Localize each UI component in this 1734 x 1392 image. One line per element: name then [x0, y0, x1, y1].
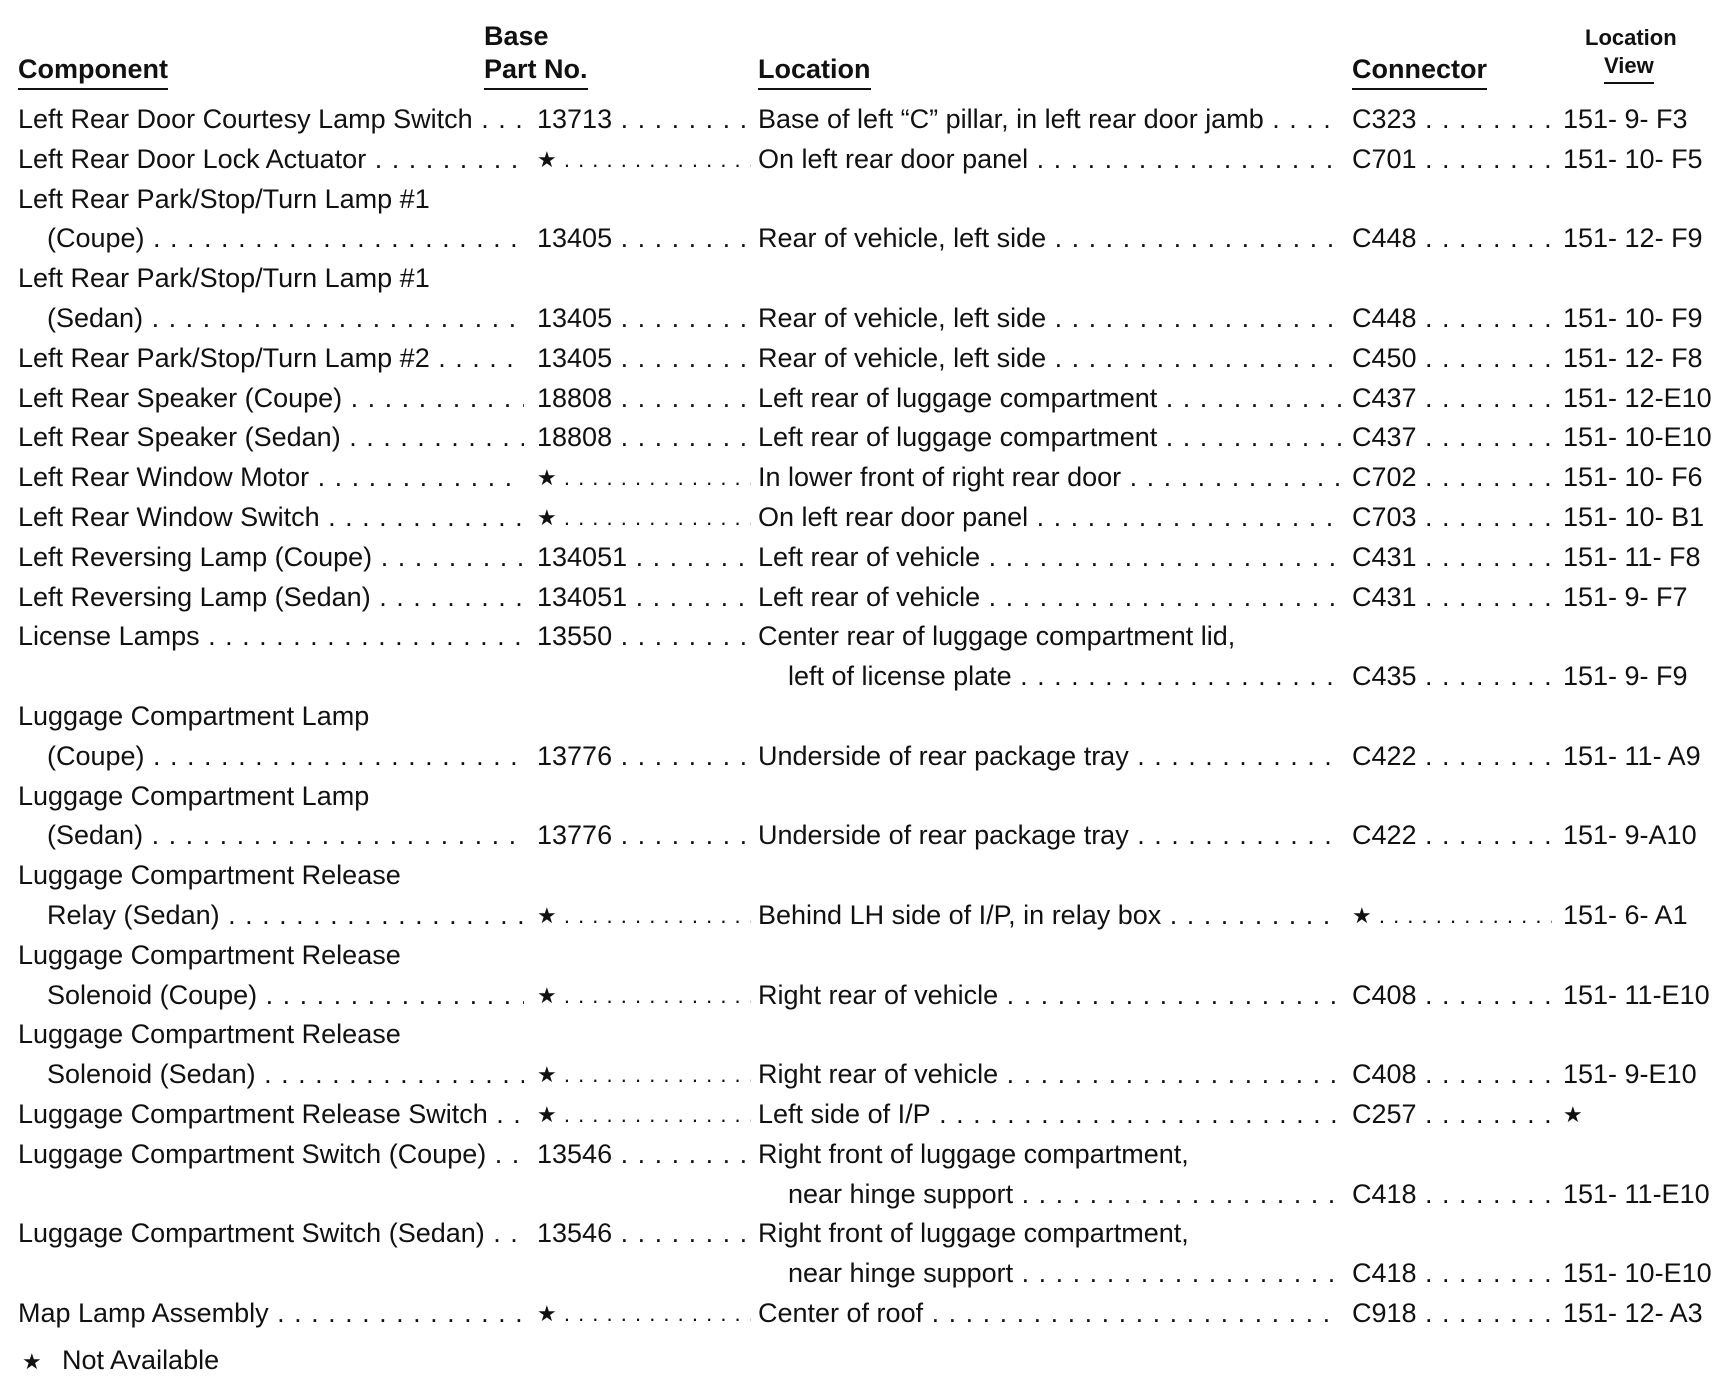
connector-cell: C257 . . . — [1352, 1095, 1552, 1135]
location-view-cell: 151- 10- F6 — [1563, 462, 1703, 493]
connector-cell: C431 . . . — [1352, 578, 1552, 618]
header-location: Location — [758, 52, 871, 90]
table-row — [0, 1254, 1734, 1294]
footnote — [22, 1342, 219, 1380]
location-cell: Center rear of luggage compartment lid, — [758, 621, 1236, 652]
part-number-cell: 18808 . . . — [537, 418, 751, 458]
table-row — [0, 816, 1734, 856]
part-number-cell: 13546 . . . — [537, 1135, 751, 1175]
connector-cell: C703 . . . — [1352, 498, 1552, 538]
part-number-cell: ★ . . . — [537, 1294, 751, 1334]
part-number-cell: ★ . . . — [537, 1095, 751, 1135]
location-cell: left of license plate . . . — [788, 657, 1341, 697]
location-view-cell: 151- 11- F8 — [1563, 541, 1701, 572]
header-view-line1: Location — [1585, 25, 1677, 50]
header-connector: Connector — [1352, 52, 1487, 90]
table-row — [0, 936, 1734, 976]
component-cell: Luggage Compartment Release Switch . . . — [18, 1095, 524, 1135]
location-cell: Right rear of vehicle . . . — [758, 976, 1341, 1016]
location-cell: Right front of luggage compartment, — [758, 1218, 1189, 1249]
component-cell: Solenoid (Sedan) . . . — [47, 1055, 524, 1095]
component-cell: Left Rear Speaker (Sedan) . . . — [18, 418, 524, 458]
star-icon: ★ — [22, 1349, 42, 1374]
component-cell: Left Rear Park/Stop/Turn Lamp #1 — [18, 183, 430, 214]
location-view-cell: 151- 9- F7 — [1563, 581, 1688, 612]
location-cell: Left side of I/P . . . — [758, 1095, 1341, 1135]
location-cell: Right rear of vehicle . . . — [758, 1055, 1341, 1095]
location-view-cell: 151- 10-E10 — [1563, 1258, 1712, 1289]
location-view-cell: 151- 9-E10 — [1563, 1059, 1697, 1090]
table-row — [0, 418, 1734, 458]
location-view-cell: 151- 10-E10 — [1563, 422, 1712, 453]
location-cell: Rear of vehicle, left side . . . — [758, 219, 1341, 259]
header-view-line2: View — [1604, 52, 1654, 84]
connector-cell: ★ . . . — [1352, 896, 1552, 936]
table-row — [0, 458, 1734, 498]
table-row — [0, 657, 1734, 697]
location-cell: Behind LH side of I/P, in relay box . . . — [758, 896, 1341, 936]
location-view-cell: 151- 10- F9 — [1563, 302, 1703, 333]
table-row — [0, 538, 1734, 578]
component-cell: Luggage Compartment Switch (Sedan) . . . — [18, 1214, 524, 1254]
table-row — [0, 1055, 1734, 1095]
component-cell: Left Rear Park/Stop/Turn Lamp #1 — [18, 263, 430, 294]
component-cell: (Sedan) . . . — [47, 299, 524, 339]
table-header — [0, 18, 1734, 98]
connector-cell: C450 . . . — [1352, 339, 1552, 379]
location-view-cell: 151- 12-E10 — [1563, 382, 1712, 413]
location-cell: In lower front of right rear door . . . — [758, 458, 1341, 498]
connector-cell: C418 . . . — [1352, 1254, 1552, 1294]
header-part-line2: Part No. — [484, 52, 588, 90]
table-row — [0, 100, 1734, 140]
table-row — [0, 1135, 1734, 1175]
header-component: Component — [18, 52, 168, 90]
component-cell: Luggage Compartment Release — [18, 1019, 401, 1050]
connector-cell: C702 . . . — [1352, 458, 1552, 498]
part-number-cell: ★ . . . — [537, 976, 751, 1016]
location-cell: Rear of vehicle, left side . . . — [758, 339, 1341, 379]
connector-cell: C435 . . . — [1352, 657, 1552, 697]
component-cell: Left Reversing Lamp (Sedan) . . . — [18, 578, 524, 618]
table-row — [0, 259, 1734, 299]
connector-cell: C422 . . . — [1352, 816, 1552, 856]
connector-cell: C431 . . . — [1352, 538, 1552, 578]
location-view-cell: 151- 9- F3 — [1563, 104, 1688, 134]
table-row — [0, 856, 1734, 896]
location-view-cell: 151- 6- A1 — [1563, 899, 1688, 930]
table-row — [0, 379, 1734, 419]
location-view-cell: 151- 12- F8 — [1563, 342, 1703, 373]
table-row — [0, 140, 1734, 180]
location-view-cell: ★ — [1563, 1101, 1583, 1127]
part-number-cell: 13405 . . . — [537, 219, 751, 259]
connector-cell: C701 . . . — [1352, 140, 1552, 180]
part-number-cell: 13405 . . . — [537, 339, 751, 379]
location-view-cell: 151- 9-A10 — [1563, 820, 1697, 851]
connector-cell: C437 . . . — [1352, 379, 1552, 419]
header-part-line1: Base — [484, 21, 549, 51]
table-row — [0, 976, 1734, 1016]
part-number-cell: 13713 . . . — [537, 100, 751, 140]
component-cell: Left Rear Window Motor . . . — [18, 458, 524, 498]
location-view-cell: 151- 10- F5 — [1563, 143, 1703, 174]
connector-cell: C422 . . . — [1352, 737, 1552, 777]
part-number-cell: ★ . . . — [537, 458, 751, 498]
location-view-cell: 151- 9- F9 — [1563, 661, 1688, 692]
component-cell: Luggage Compartment Release — [18, 860, 401, 891]
component-cell: (Sedan) . . . — [47, 816, 524, 856]
component-cell: Left Rear Door Lock Actuator . . . — [18, 140, 524, 180]
connector-cell: C448 . . . — [1352, 299, 1552, 339]
location-cell: On left rear door panel . . . — [758, 140, 1341, 180]
location-view-cell: 151- 11-E10 — [1563, 1178, 1710, 1209]
location-cell: Right front of luggage compartment, — [758, 1138, 1189, 1169]
location-cell: Center of roof . . . — [758, 1294, 1341, 1334]
connector-cell: C437 . . . — [1352, 418, 1552, 458]
location-cell: Rear of vehicle, left side . . . — [758, 299, 1341, 339]
connector-cell: C448 . . . — [1352, 219, 1552, 259]
component-cell: Left Reversing Lamp (Coupe) . . . — [18, 538, 524, 578]
component-cell: Left Rear Window Switch . . . — [18, 498, 524, 538]
table-row — [0, 1095, 1734, 1135]
table-row — [0, 1294, 1734, 1334]
component-cell: Left Rear Speaker (Coupe) . . . — [18, 379, 524, 419]
part-number-cell: 13776 . . . — [537, 737, 751, 777]
table-row — [0, 1015, 1734, 1055]
part-number-cell: 13550 . . . — [537, 617, 751, 657]
location-cell: Left rear of luggage compartment . . . — [758, 418, 1341, 458]
connector-cell: C408 . . . — [1352, 976, 1552, 1016]
component-cell: (Coupe) . . . — [47, 737, 524, 777]
connector-cell: C408 . . . — [1352, 1055, 1552, 1095]
part-number-cell: ★ . . . — [537, 498, 751, 538]
part-number-cell: 13776 . . . — [537, 816, 751, 856]
parts-table — [0, 100, 1734, 1334]
component-cell: Relay (Sedan) . . . — [47, 896, 524, 936]
table-row — [0, 299, 1734, 339]
location-view-cell: 151- 11- A9 — [1563, 740, 1701, 771]
component-cell: Solenoid (Coupe) . . . — [47, 976, 524, 1016]
location-cell: Underside of rear package tray . . . — [758, 816, 1341, 856]
table-row — [0, 697, 1734, 737]
part-number-cell: ★ . . . — [537, 140, 751, 180]
location-cell: On left rear door panel . . . — [758, 498, 1341, 538]
part-number-cell: ★ . . . — [537, 896, 751, 936]
location-cell: near hinge support . . . — [788, 1254, 1341, 1294]
component-cell: Luggage Compartment Release — [18, 939, 401, 970]
table-row — [0, 737, 1734, 777]
table-row — [0, 180, 1734, 220]
location-cell: Left rear of vehicle . . . — [758, 538, 1341, 578]
location-view-cell: 151- 12- F9 — [1563, 223, 1703, 254]
table-row — [0, 578, 1734, 618]
table-row — [0, 498, 1734, 538]
part-number-cell: ★ . . . — [537, 1055, 751, 1095]
footnote-text: Not Available — [62, 1345, 220, 1375]
component-cell: Map Lamp Assembly . . . — [18, 1294, 524, 1334]
location-cell: near hinge support . . . — [788, 1175, 1341, 1215]
connector-cell: C918 . . . — [1352, 1294, 1552, 1334]
location-cell: Base of left “C” pillar, in left rear door jamb . . . — [758, 100, 1341, 140]
connector-cell: C418 . . . — [1352, 1175, 1552, 1215]
table-row — [0, 219, 1734, 259]
component-cell: License Lamps . . . — [18, 617, 524, 657]
table-row — [0, 1214, 1734, 1254]
part-number-cell: 13546 . . . — [537, 1214, 751, 1254]
part-number-cell: 134051 . . . — [537, 538, 751, 578]
part-number-cell: 18808 . . . — [537, 379, 751, 419]
location-view-cell: 151- 12- A3 — [1563, 1297, 1703, 1328]
table-row — [0, 777, 1734, 817]
part-number-cell: 134051 . . . — [537, 578, 751, 618]
location-view-cell: 151- 10- B1 — [1563, 501, 1705, 532]
location-cell: Left rear of luggage compartment . . . — [758, 379, 1341, 419]
connector-cell: C323 . . . — [1352, 100, 1552, 140]
table-row — [0, 1175, 1734, 1215]
component-cell: Left Rear Door Courtesy Lamp Switch . . . — [18, 100, 524, 140]
table-row — [0, 896, 1734, 936]
component-cell: Luggage Compartment Lamp — [18, 700, 370, 731]
location-cell: Left rear of vehicle . . . — [758, 578, 1341, 618]
part-number-cell: 13405 . . . — [537, 299, 751, 339]
location-view-cell: 151- 11-E10 — [1563, 979, 1710, 1010]
table-row — [0, 617, 1734, 657]
component-cell: Left Rear Park/Stop/Turn Lamp #2 . . . — [18, 339, 524, 379]
location-cell: Underside of rear package tray . . . — [758, 737, 1341, 777]
component-cell: Luggage Compartment Switch (Coupe) . . . — [18, 1135, 524, 1175]
component-cell: (Coupe) . . . — [47, 219, 524, 259]
component-cell: Luggage Compartment Lamp — [18, 780, 370, 811]
table-row — [0, 339, 1734, 379]
